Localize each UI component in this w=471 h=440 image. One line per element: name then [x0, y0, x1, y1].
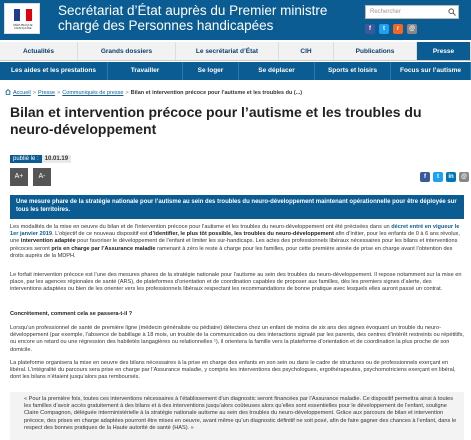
paragraph-text: . L’objectif de ce nouveau dispositif est [52, 231, 150, 238]
nav-item-publications[interactable]: Publications [334, 42, 417, 60]
french-flag-icon [14, 9, 32, 21]
published-label: publié le : [10, 155, 42, 163]
paragraph-text: ramenant à zéro le reste à charge pour les familles, pour cette première année de prise en charge avant l’obtention des droits auprès de la MDPH. [10, 245, 453, 259]
breadcrumb-separator: > [125, 90, 129, 96]
nav-item-se-loger[interactable]: Se loger [183, 62, 239, 80]
site-title-line1: Secrétariat d’État auprès du Premier ministre [58, 3, 328, 18]
paragraph-text: pour favoriser le développement de l’enfant et limiter les sur-handicaps. Les actes des professionnels libéraux nécessaires pour les bilans et interventions précoces seront [10, 238, 458, 252]
search-input[interactable] [365, 5, 459, 19]
published-date: 10.01.19 [42, 155, 71, 163]
home-icon [5, 89, 11, 95]
article-paragraph-3: Lorsqu’un professionnel de santé de première ligne (médecin généraliste ou pédiatre) détectera chez un enfant de moins de six ans des signes évoquant un trouble du neuro-développement (par exemple, l’absence de babillage à 18 mois, un trouble de la communication ou des interactions signalé par les parents, des centres d’intérêt restreints ou répétitifs, ou encore un retard ou une régression des habiletés langagières ou relationnelles ¹), il orientera la famille vers la plateforme d’orientation et de coordination la plus proche de son domicile. [10, 325, 464, 353]
font-increase-button[interactable]: A+ [10, 168, 28, 186]
paragraph-emphasis: d’identifier, le plus tôt possible, les troubles du neuro-développement [149, 231, 334, 238]
nav-item-focus-autisme[interactable]: Focus sur l’autisme [391, 62, 471, 80]
nav-item-secretariat[interactable]: Le secrétariat d’État [176, 42, 279, 60]
nav-item-presse[interactable]: Presse [417, 42, 471, 60]
facebook-icon[interactable]: f [365, 24, 375, 34]
share-twitter-icon[interactable]: t [433, 172, 443, 182]
page-title: Bilan et intervention précoce pour l’autisme et les troubles du neuro-développement [10, 104, 422, 137]
nav-item-travailler[interactable]: Travailler [108, 62, 183, 80]
article-paragraph-4: La plateforme organisera la mise en oeuvre des bilans nécessaires à la prise en charge des enfants en son sein ou dans le cadre de structures ou de professionnels exerçant en libéral. L’intégralité du parcours sera prise en charge par l’Assurance maladie, y compris les interventions des psychologues, ergothérapeutes, psychomotriciens exerçant en libéral, dont les bilans n’étaient jusqu’alors pas remboursés. [10, 360, 456, 381]
breadcrumb-home[interactable]: Accueil [13, 90, 31, 96]
secondary-nav [0, 62, 471, 80]
font-decrease-button[interactable]: A- [33, 168, 51, 186]
share-facebook-icon[interactable]: f [420, 172, 430, 182]
breadcrumb-communiques[interactable]: Communiqués de presse [62, 90, 124, 96]
article-paragraph-2: Le forfait intervention précoce est l’une des mesures phares de la stratégie nationale pour l’autisme au sein des troubles du neuro-développement. Il repose notamment sur la mise en place, par les agences régionales de santé (ARS), de plateformes d’orientation et de coordination capables de proposer aux familles, dès les premiers signes d’alerte, des interventions adaptées ou bien de les orienter vers les professionnels libéraux respectant les recommandations de bonne pratique avec lesquels elles auront passé un contrat. [10, 272, 462, 293]
search-icon [448, 8, 456, 16]
search-placeholder: Rechercher [370, 9, 402, 15]
article-quote: « Pour la première fois, toutes ces interventions nécessaires à l’établissement d’un diagnostic seront financées par l’Assurance maladie. Ce dispositif permettra ainsi à toutes les familles d’avoir accès gratuitement à des bilans et à des interventions jusqu’alors coûteuses alors qu’elles sont essentielles pour le développement de l’enfant, souligne Claire Compagnon, déléguée interministérielle à la stratégie nationale autisme au sein des troubles du neuro-développement. Grâce aux parcours de bilan et intervention précoce, des prises en charge adaptées pourront être mises en oeuvre, avant même qu’un diagnostic définitif ne soit posé, afin de faire gagner des chances à l’enfant, dans le respect des bonnes pratiques de la Haute autorité de santé (HAS). » [10, 392, 464, 440]
article-paragraph-1 [10, 224, 464, 260]
font-size-controls [10, 168, 51, 186]
article-intro: Une mesure phare de la stratégie nationale pour l’autisme au sein des troubles du neuro-développement maintenant opérationnelle pour être déployée sur tous les territoires. [10, 195, 464, 219]
share-email-icon[interactable]: @ [459, 172, 469, 182]
breadcrumb-presse[interactable]: Presse [37, 90, 56, 96]
paragraph-emphasis: intervention adaptée [20, 238, 76, 245]
nav-item-se-deplacer[interactable]: Se déplacer [239, 62, 315, 80]
breadcrumb [5, 89, 302, 96]
share-linkedin-icon[interactable]: in [446, 172, 456, 182]
share-links [420, 172, 469, 182]
nav-item-actualites[interactable]: Actualités [0, 42, 78, 60]
paragraph-text: Les modalités de la mise en oeuvre du bilan et de l’intervention précoce pour l’autisme et les troubles du neuro-développement ont été précisées dans un [10, 224, 392, 230]
nav-item-sports-loisirs[interactable]: Sports et loisirs [315, 62, 391, 80]
primary-nav [0, 42, 471, 61]
nav-item-cih[interactable]: CIH [279, 42, 334, 60]
site-header [0, 0, 471, 40]
breadcrumb-separator: > [32, 90, 36, 96]
site-title-line2: chargé des Personnes handicapées [58, 18, 274, 33]
article-subheading [10, 311, 464, 318]
breadcrumb-current: Bilan et intervention précoce pour l’autisme et les troubles du (...) [130, 90, 303, 96]
breadcrumb-separator: > [57, 90, 61, 96]
nav-item-aides[interactable]: Les aides et les prestations [0, 62, 108, 80]
nav-item-grands-dossiers[interactable]: Grands dossiers [78, 42, 176, 60]
paragraph-text: afin d’initier, pour les enfants de 0 à 6 ans révolus, une [10, 231, 460, 245]
rss-icon[interactable]: r [393, 24, 403, 34]
subheading-text: Concrètement, comment cela se passera-t-il ? [10, 311, 133, 317]
twitter-icon[interactable]: t [379, 24, 389, 34]
publication-date [10, 155, 71, 163]
decree-link[interactable]: décret entré en vigueur le 1er janvier 2019 [10, 224, 460, 238]
social-links [365, 24, 417, 34]
search-button[interactable] [446, 6, 458, 18]
site-title[interactable] [58, 3, 358, 33]
logo-text: RÉPUBLIQUE FRANÇAISE [13, 23, 33, 30]
email-icon[interactable]: @ [407, 24, 417, 34]
paragraph-emphasis: pris en charge par l’Assurance maladie [51, 245, 156, 252]
marianne-logo[interactable] [4, 3, 40, 34]
